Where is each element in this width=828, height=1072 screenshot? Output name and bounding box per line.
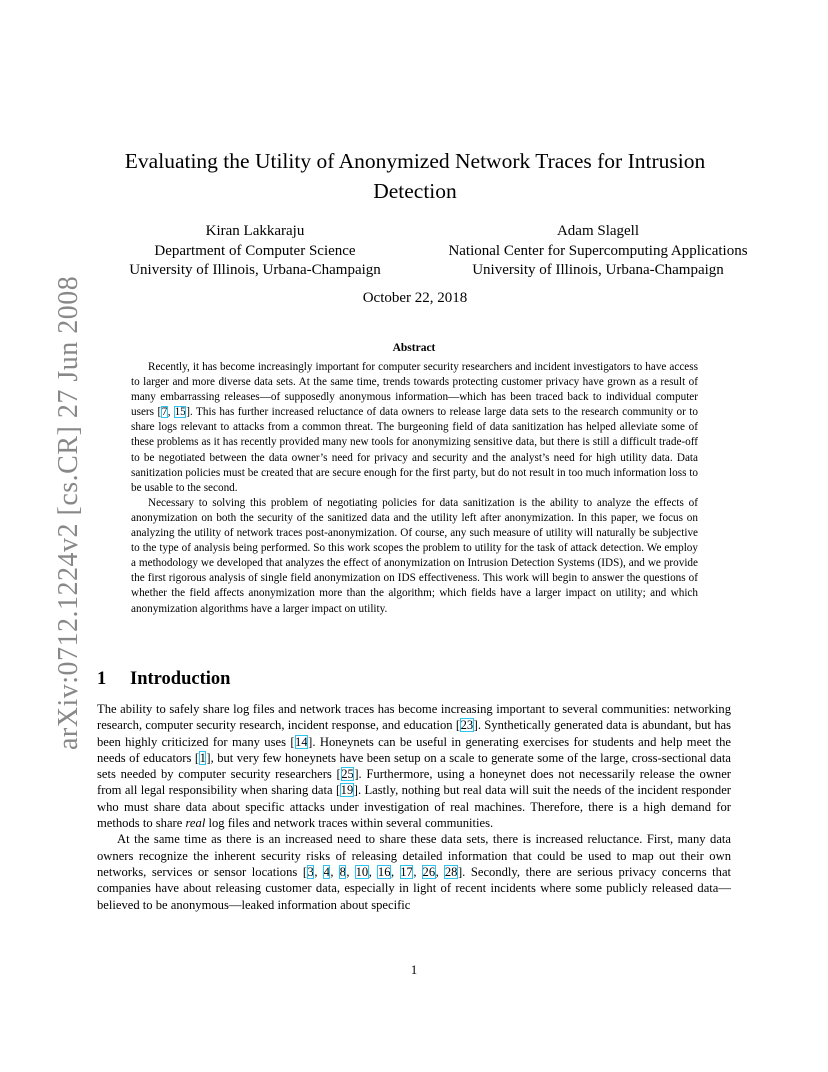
citation-link[interactable]: 15 <box>174 406 186 419</box>
abstract-body <box>131 360 698 617</box>
paper-title: Evaluating the Utility of Anonymized Network Traces for Intrusion Detection <box>124 149 706 203</box>
citation-link[interactable]: 1 <box>199 750 206 765</box>
citation-link[interactable]: 16 <box>377 864 391 879</box>
section-heading <box>97 667 230 691</box>
citation-link[interactable]: 14 <box>295 734 308 749</box>
text-run: . Honeynets can be useful in generating exercises for students and help meet the needs of educators <box>97 734 731 765</box>
citation-link[interactable]: 3 <box>307 864 314 879</box>
author-institution: University of Illinois, Urbana-Champaign <box>129 262 381 278</box>
text-run: , <box>435 864 445 879</box>
page-number: 1 <box>410 963 418 977</box>
citation-link[interactable]: 25 <box>341 767 354 782</box>
author-block-1 <box>95 222 415 281</box>
author-name: Kiran Lakkaraju <box>205 223 305 239</box>
abstract-paragraph-2: Necessary to solving this problem of negotiating policies for data sanitization is the ability to analyze the effects of anonymization on both the security of the sanitized data and the utility left after anonymization. In this paper, we focus on analyzing the utility of network traces post-anonymization. Of course, any such measure of utility will naturally be subjective to the type of analysis being performed. So this work scopes the problem to utility for the task of attack detection. We employ a methodology we developed that analyzes the effect of anonymization on Intrusion Detection Systems (IDS), and we provide the first rigorous analysis of single field anonymization on IDS effectiveness. This work will begin to answer the questions of whether the field affects anonymization more than the algorithm; which fields have a larger impact on utility; and which anonymization algorithms have a larger impact on utility. <box>131 496 698 615</box>
body-paragraph-1: The ability to safely share log files and network traces has become increasing important to several communities: networking research, computer security research, incident response, and education [23]. Synthetically generated data is abundant, but has been highly criticized for many uses [14]. Honeynets can be useful in generating exercises for students and help meet the needs of educators [1], but very few honeynets have been setup on a scale to generate some of the large, cross-sectional data sets needed by computer security researchers [25]. Furthermore, using a honeynet does not necessarily release the owner from all legal responsibility when sharing data [19]. Lastly, nothing but real data will suit the needs of the incident responder who must share data about specific attacks under investigation of real machines. Therefore, there is a high demand for methods to share real log files and network traces within several communities. <box>97 702 732 831</box>
text-run: . Synthetically generated data is abundant, but has been highly criticized for many uses <box>97 718 732 749</box>
text-run: , <box>330 864 340 879</box>
citation-link[interactable]: 26 <box>422 864 436 879</box>
author-block-2 <box>415 222 781 281</box>
text-run: . Lastly, nothing but real data will suit the needs of the incident responder who must share data about specific attacks under investigation of real machines. Therefore, there is a high demand for methods to share <box>97 783 731 831</box>
citation-link[interactable]: 4 <box>323 864 330 879</box>
section-number: 1 <box>97 669 107 689</box>
text-run: , but very few honeynets have been setup on a scale to generate some of the large, cross-sectional data sets needed by computer security researchers <box>97 750 731 782</box>
text-run: , <box>346 864 356 879</box>
text-run: , <box>413 864 423 879</box>
arxiv-identifier-text: arXiv:0712.1224v2 [cs.CR] 27 Jun 2008 <box>53 275 84 750</box>
text-run: The ability to safely share log files and network traces has become increasing important to several communities: networking research, computer security research, incident response, and education <box>97 702 731 733</box>
text-run: . Furthermore, using a honeynet does not necessarily release the owner from all legal responsibility when sharing data <box>97 767 731 798</box>
citation-link[interactable]: 8 <box>339 864 346 879</box>
section-title: Introduction <box>130 669 231 689</box>
text-run: , <box>314 864 324 879</box>
text-run: . Secondly, there are serious privacy concerns that companies have about releasing customer data, especially in light of recent incidents where some publicly released data—believed to be anonymous—leaked information about specific <box>97 864 732 912</box>
emphasis-text: real <box>185 816 206 831</box>
abstract-paragraph-1: Recently, it has become increasingly important for computer security researchers and incident investigators to have access to larger and more diverse data sets. At the same time, trends towards protecting customer privacy have grown as a result of many embarrassing releases—of supposedly anonymous information—which has been traced back to individual computer users [7, 15]. This has further increased reluctance of data owners to release large data sets to the research community or to share logs relevant to attacks from a common threat. The burgeoning field of data sanitization has helped alleviate some of these problems as it has recently provided many new tools for anonymizing sensitive data, but there is still a difficult trade-off to be negotiated between the data owner’s need for privacy and security and the analyst’s need for high utility data. Data sanitization policies must be created that are secure enough for the first party, but do not result in too much information loss to be usable to the second. <box>131 361 699 494</box>
text-run: Recently, it has become increasingly important for computer security researchers and incident investigators to have access to larger and more diverse data sets. At the same time, trends towards protecting customer privacy have grown as a result of many embarrassing releases—of supposedly anonymous information—which has been traced back to individual computer users <box>131 361 698 419</box>
body-paragraph-2: At the same time as there is an increased need to share these data sets, there is increased reluctance. First, many data owners recognize the inherent security risks of releasing detailed information that could be used to map out their own networks, services or sensor locations [3, 4, 8, 10, 16, 17, 26, 28]. Secondly, there are serious privacy concerns that companies have about releasing customer data, especially in light of recent incidents where some publicly released data—believed to be anonymous—leaked information about specific <box>97 832 732 912</box>
citation-link[interactable]: 28 <box>444 864 458 879</box>
text-run: , <box>368 864 378 879</box>
citation-link[interactable]: 19 <box>340 783 354 798</box>
text-run: At the same time as there is an increased need to share these data sets, there is increased reluctance. First, many data owners recognize the inherent security risks of releasing detailed information that could be used to map out their own networks, services or sensor locations <box>97 832 731 879</box>
author-name: Adam Slagell <box>556 223 640 239</box>
author-department: National Center for Supercomputing Applications <box>448 242 748 259</box>
abstract-heading: Abstract <box>392 342 436 354</box>
text-run: . This has further increased reluctance of data owners to release large data sets to the research community or to share logs relevant to attacks from a common threat. The burgeoning field of data sanitization has helped alleviate some of these problems as it has recently provided many new tools for anonymizing sensitive data, but there is still a difficult trade-off to be negotiated between the data owner’s need for privacy and security and the analyst’s need for high utility data. Data sanitization policies must be created that are secure enough for the first party, but do not result in too much information loss to be usable to the second. <box>131 406 699 494</box>
citation-link[interactable]: 10 <box>355 864 369 879</box>
citation-link[interactable]: 23 <box>460 718 474 733</box>
text-run: log files and network traces within several communities. <box>205 816 494 831</box>
citation-link[interactable]: 7 <box>161 406 168 419</box>
text-run: , <box>167 406 175 419</box>
author-department: Department of Computer Science <box>154 242 356 259</box>
citation-link[interactable]: 17 <box>400 864 413 879</box>
section-body <box>97 701 731 913</box>
arxiv-identifier-stamp <box>18 275 84 750</box>
paper-date: October 22, 2018 <box>362 290 468 306</box>
text-run: , <box>391 864 400 879</box>
author-institution: University of Illinois, Urbana-Champaign <box>472 262 724 278</box>
